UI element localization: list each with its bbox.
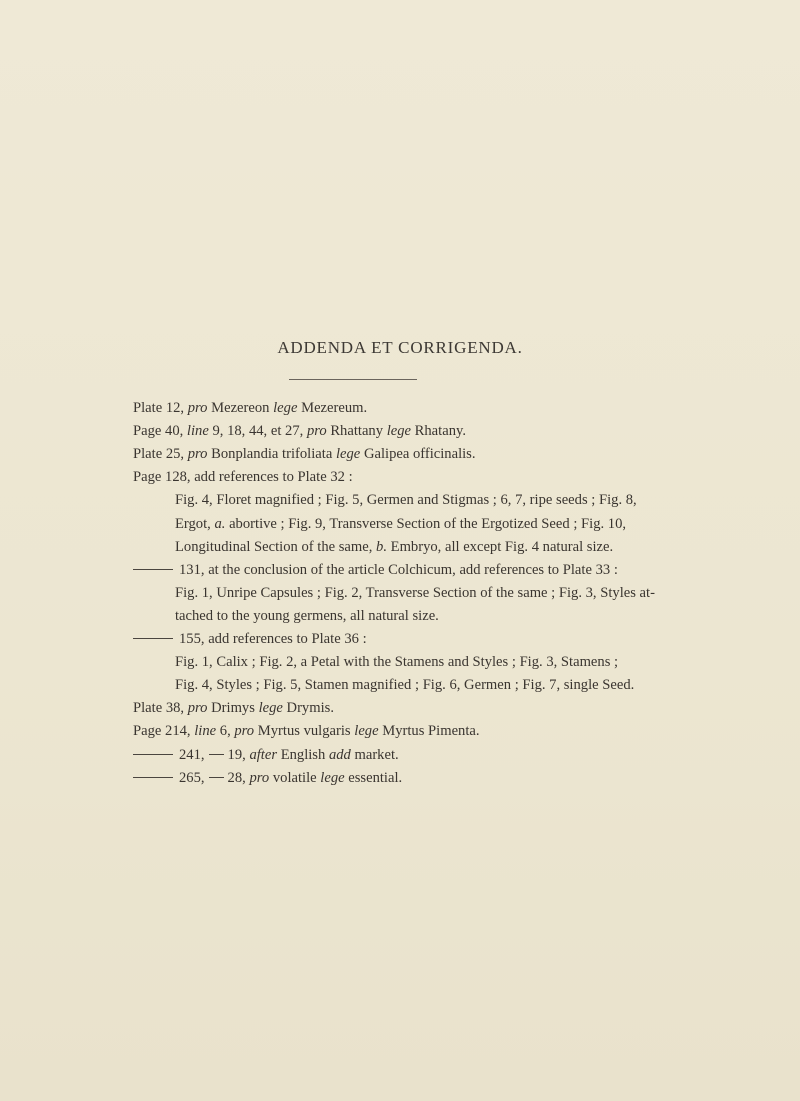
errata-line: 155, add references to Plate 36 : (133, 628, 367, 651)
errata-line: Plate 25, pro Bonplandia trifoliata lege Galipea officinalis. (133, 446, 476, 463)
errata-line: Fig. 1, Calix ; Fig. 2, a Petal with the Stamens and Styles ; Fig. 3, Stamens ; (175, 654, 619, 671)
errata-line: tached to the young germens, all natural size. (175, 607, 439, 624)
errata-line: 131, at the conclusion of the article Colchicum, add references to Plate 33 : (133, 559, 618, 582)
errata-line: Fig. 4, Floret magnified ; Fig. 5, Germen and Stigmas ; 6, 7, ripe seeds ; Fig. 8, (175, 492, 637, 509)
errata-line: 265, 28, pro volatile lege essential. (133, 767, 402, 790)
ditto-dash (133, 777, 173, 778)
ditto-dash (209, 754, 224, 755)
errata-line: Ergot, a. abortive ; Fig. 9, Transverse Section of the Ergotized Seed ; Fig. 10, (175, 515, 627, 532)
errata-line: Page 214, line 6, pro Myrtus vulgaris lege Myrtus Pimenta. (133, 723, 480, 740)
errata-line: Page 128, add references to Plate 32 : (133, 469, 353, 486)
ditto-dash (133, 638, 173, 639)
errata-line: Longitudinal Section of the same, b. Embryo, all except Fig. 4 natural size. (175, 538, 614, 555)
page-title: ADDENDA ET CORRIGENDA. (277, 338, 523, 357)
errata-line: Page 40, line 9, 18, 44, et 27, pro Rhattany lege Rhatany. (133, 423, 466, 440)
errata-line: Fig. 1, Unripe Capsules ; Fig. 2, Transverse Section of the same ; Fig. 3, Styles at- (175, 584, 655, 601)
errata-line: Fig. 4, Styles ; Fig. 5, Stamen magnified ; Fig. 6, Germen ; Fig. 7, single Seed. (175, 677, 635, 694)
ditto-dash (209, 777, 224, 778)
errata-line: 241, 19, after English add market. (133, 744, 399, 767)
title-rule (289, 379, 417, 380)
ditto-dash (133, 754, 173, 755)
errata-line: Plate 12, pro Mezereon lege Mezereum. (133, 400, 368, 416)
errata-line: Plate 38, pro Drimys lege Drymis. (133, 700, 334, 717)
ditto-dash (133, 569, 173, 570)
